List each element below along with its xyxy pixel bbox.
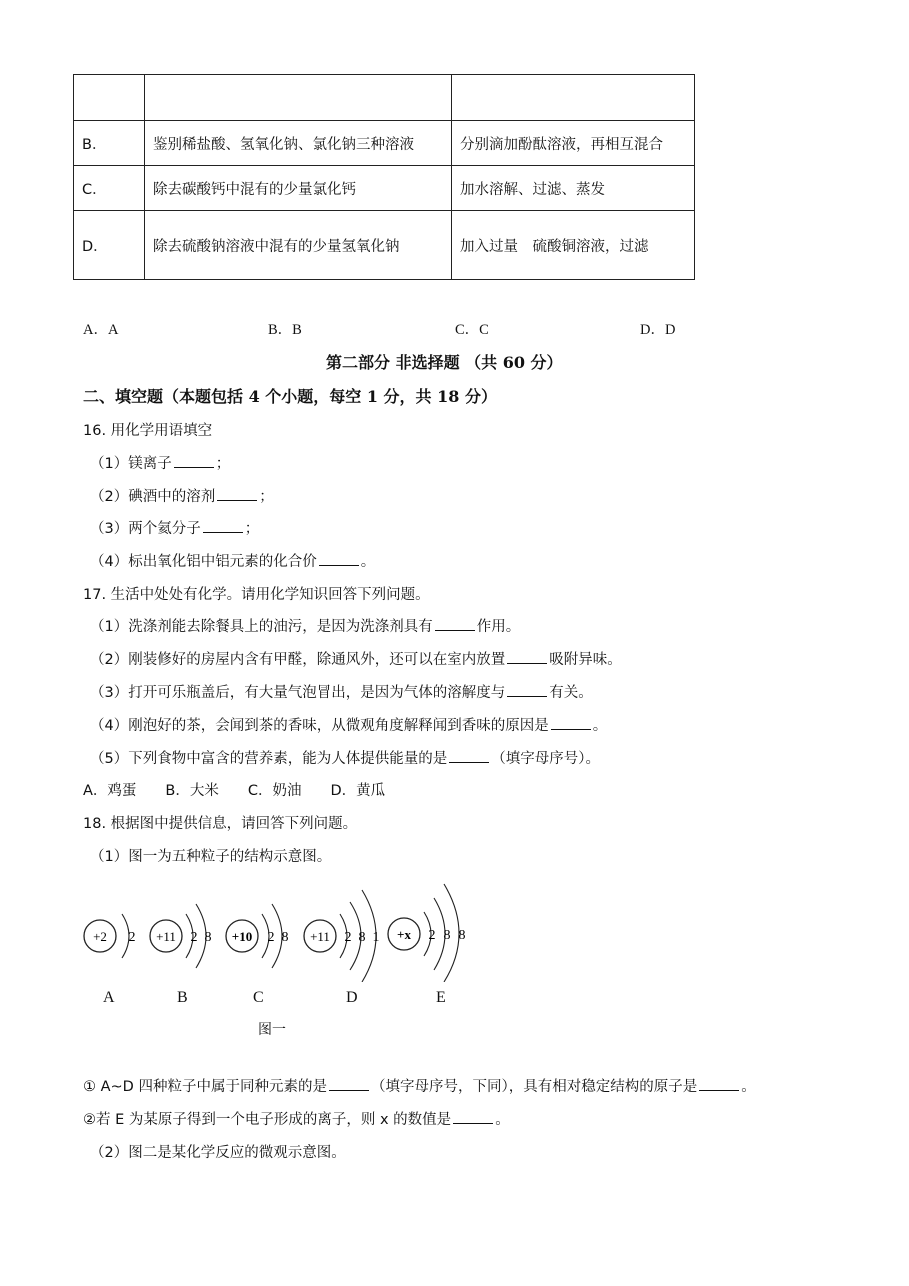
item-text: （4）刚泡好的茶，会闻到茶的香味，从微观角度解释闻到香味的原因是 bbox=[90, 718, 549, 734]
item-text: （填字母序号，下同），具有相对稳定结构的原子是 bbox=[370, 1079, 698, 1095]
answer-blank[interactable] bbox=[507, 684, 547, 697]
shell-electron-count: 8 bbox=[204, 930, 212, 945]
item-text: 。 bbox=[592, 718, 608, 734]
item-text: 。 bbox=[741, 1079, 756, 1095]
shell-electron-count: 1 bbox=[372, 930, 380, 945]
option-label: B． bbox=[74, 121, 145, 166]
nucleus-charge: +x bbox=[397, 927, 411, 942]
answer-blank[interactable] bbox=[507, 651, 547, 664]
shell-electron-count: 8 bbox=[281, 930, 289, 945]
item-text: （填字母序号）。 bbox=[491, 751, 600, 767]
answer-blank[interactable] bbox=[699, 1078, 739, 1091]
particle-label: A bbox=[103, 989, 115, 1006]
particle-structure-diagram bbox=[80, 872, 500, 982]
answer-choice-a[interactable]: A．A bbox=[83, 322, 119, 338]
item-text: ① A~D 四种粒子中属于同种元素的是 bbox=[83, 1079, 327, 1095]
shell-electron-count: 2 bbox=[190, 930, 198, 945]
shell-electron-count: 2 bbox=[128, 930, 136, 945]
item-text: （5）下列食物中富含的营养素，能为人体提供能量的是 bbox=[90, 751, 448, 767]
answer-blank[interactable] bbox=[453, 1111, 493, 1124]
question-17-stem: 17. 生活中处处有化学。请用化学知识回答下列问题。 bbox=[83, 587, 430, 603]
question-17-item bbox=[90, 615, 520, 636]
particle-label: D bbox=[346, 989, 358, 1006]
option-label bbox=[74, 75, 145, 121]
item-text: （3）两个氦分子 bbox=[90, 521, 201, 537]
experiment-purpose: 除去碳酸钙中混有的少量氯化钙 bbox=[145, 166, 452, 211]
question-18-part1 bbox=[83, 1075, 756, 1096]
question-17-item bbox=[90, 648, 622, 669]
option-label: D． bbox=[74, 211, 145, 280]
answer-choice-d[interactable]: D．D bbox=[640, 322, 676, 338]
table-row bbox=[74, 121, 695, 166]
item-text: 有关。 bbox=[549, 685, 593, 701]
experiment-purpose: 除去硫酸钠溶液中混有的少量氢氧化钠 bbox=[145, 211, 452, 280]
shell-electron-count: 8 bbox=[443, 928, 451, 943]
answer-blank[interactable] bbox=[551, 717, 591, 730]
question-16-stem: 16. 用化学用语填空 bbox=[83, 423, 213, 439]
nucleus-charge: +11 bbox=[156, 929, 176, 944]
answer-blank[interactable] bbox=[203, 520, 243, 533]
question-18-sub1: （1）图一为五种粒子的结构示意图。 bbox=[90, 849, 332, 865]
fill-in-heading: 二、填空题（本题包括 4 个小题，每空 1 分，共 18 分） bbox=[83, 387, 497, 406]
experiment-purpose bbox=[145, 75, 452, 121]
nucleus-charge: +2 bbox=[93, 929, 107, 944]
question-17-options: A．鸡蛋 B．大米 C．奶油 D．黄瓜 bbox=[83, 783, 386, 799]
item-text: 。 bbox=[495, 1112, 510, 1128]
answer-blank[interactable] bbox=[435, 618, 475, 631]
particle-label: C bbox=[253, 989, 264, 1006]
experiment-method: 加入过量 硫酸铜溶液，过滤 bbox=[452, 211, 695, 280]
question-18-stem: 18. 根据图中提供信息，请回答下列问题。 bbox=[83, 816, 358, 832]
figure-caption: 图一 bbox=[258, 1022, 286, 1038]
shell-electron-count: 2 bbox=[428, 928, 436, 943]
item-text: （3）打开可乐瓶盖后，有大量气泡冒出，是因为气体的溶解度与 bbox=[90, 685, 506, 701]
question-16-item bbox=[90, 550, 375, 571]
question-17-item bbox=[90, 681, 593, 702]
question-16-item bbox=[90, 517, 259, 538]
particle-b bbox=[150, 904, 212, 968]
answer-choice-b[interactable]: B．B bbox=[268, 322, 302, 338]
section-title: 第二部分 非选择题 （共 60 分） bbox=[326, 353, 563, 372]
question-17-item bbox=[90, 714, 607, 735]
item-text: ； bbox=[259, 489, 274, 505]
item-text: （1）镁离子 bbox=[90, 456, 172, 472]
shell-electron-count: 2 bbox=[344, 930, 352, 945]
options-table bbox=[73, 74, 695, 280]
experiment-method: 加水溶解、过滤、蒸发 bbox=[452, 166, 695, 211]
particle-a bbox=[84, 914, 136, 958]
particle-label: B bbox=[177, 989, 188, 1006]
question-18-part2 bbox=[83, 1108, 510, 1129]
table-row bbox=[74, 211, 695, 280]
item-text: ②若 E 为某原子得到一个电子形成的离子，则 x 的数值是 bbox=[83, 1112, 452, 1128]
question-17-item bbox=[90, 747, 600, 768]
answer-choice-c[interactable]: C．C bbox=[455, 322, 489, 338]
table-row bbox=[74, 166, 695, 211]
item-text: ； bbox=[244, 521, 260, 537]
item-text: （2）碘酒中的溶剂 bbox=[90, 489, 216, 505]
shell-electron-count: 8 bbox=[358, 930, 366, 945]
question-18-sub2: （2）图二是某化学反应的微观示意图。 bbox=[90, 1145, 346, 1161]
nucleus-charge: +10 bbox=[231, 929, 253, 944]
answer-blank[interactable] bbox=[319, 553, 359, 566]
nucleus-charge: +11 bbox=[310, 929, 330, 944]
question-16-item bbox=[90, 452, 230, 473]
item-text: （2）刚装修好的房屋内含有甲醛，除通风外，还可以在室内放置 bbox=[90, 652, 506, 668]
particle-e bbox=[388, 884, 466, 982]
particle-c bbox=[226, 904, 289, 968]
particle-label: E bbox=[436, 989, 446, 1006]
experiment-method: 分别滴加酚酞溶液，再相互混合 bbox=[452, 121, 695, 166]
item-text: （4）标出氧化铝中铝元素的化合价 bbox=[90, 554, 317, 570]
answer-blank[interactable] bbox=[449, 750, 489, 763]
shell-electron-count: 2 bbox=[267, 930, 275, 945]
item-text: 。 bbox=[360, 554, 376, 570]
option-label: C． bbox=[74, 166, 145, 211]
item-text: ； bbox=[215, 456, 231, 472]
experiment-purpose: 鉴别稀盐酸、氢氧化钠、氯化钠三种溶液 bbox=[145, 121, 452, 166]
answer-blank[interactable] bbox=[217, 488, 257, 501]
item-text: 吸附异味。 bbox=[549, 652, 622, 668]
particle-d bbox=[304, 890, 380, 982]
item-text: （1）洗涤剂能去除餐具上的油污，是因为洗涤剂具有 bbox=[90, 619, 433, 635]
table-row bbox=[74, 75, 695, 121]
shell-electron-count: 8 bbox=[458, 928, 466, 943]
question-16-item bbox=[90, 485, 274, 506]
answer-blank[interactable] bbox=[329, 1078, 369, 1091]
item-text: 作用。 bbox=[476, 619, 521, 635]
experiment-method bbox=[452, 75, 695, 121]
answer-blank[interactable] bbox=[174, 455, 214, 468]
